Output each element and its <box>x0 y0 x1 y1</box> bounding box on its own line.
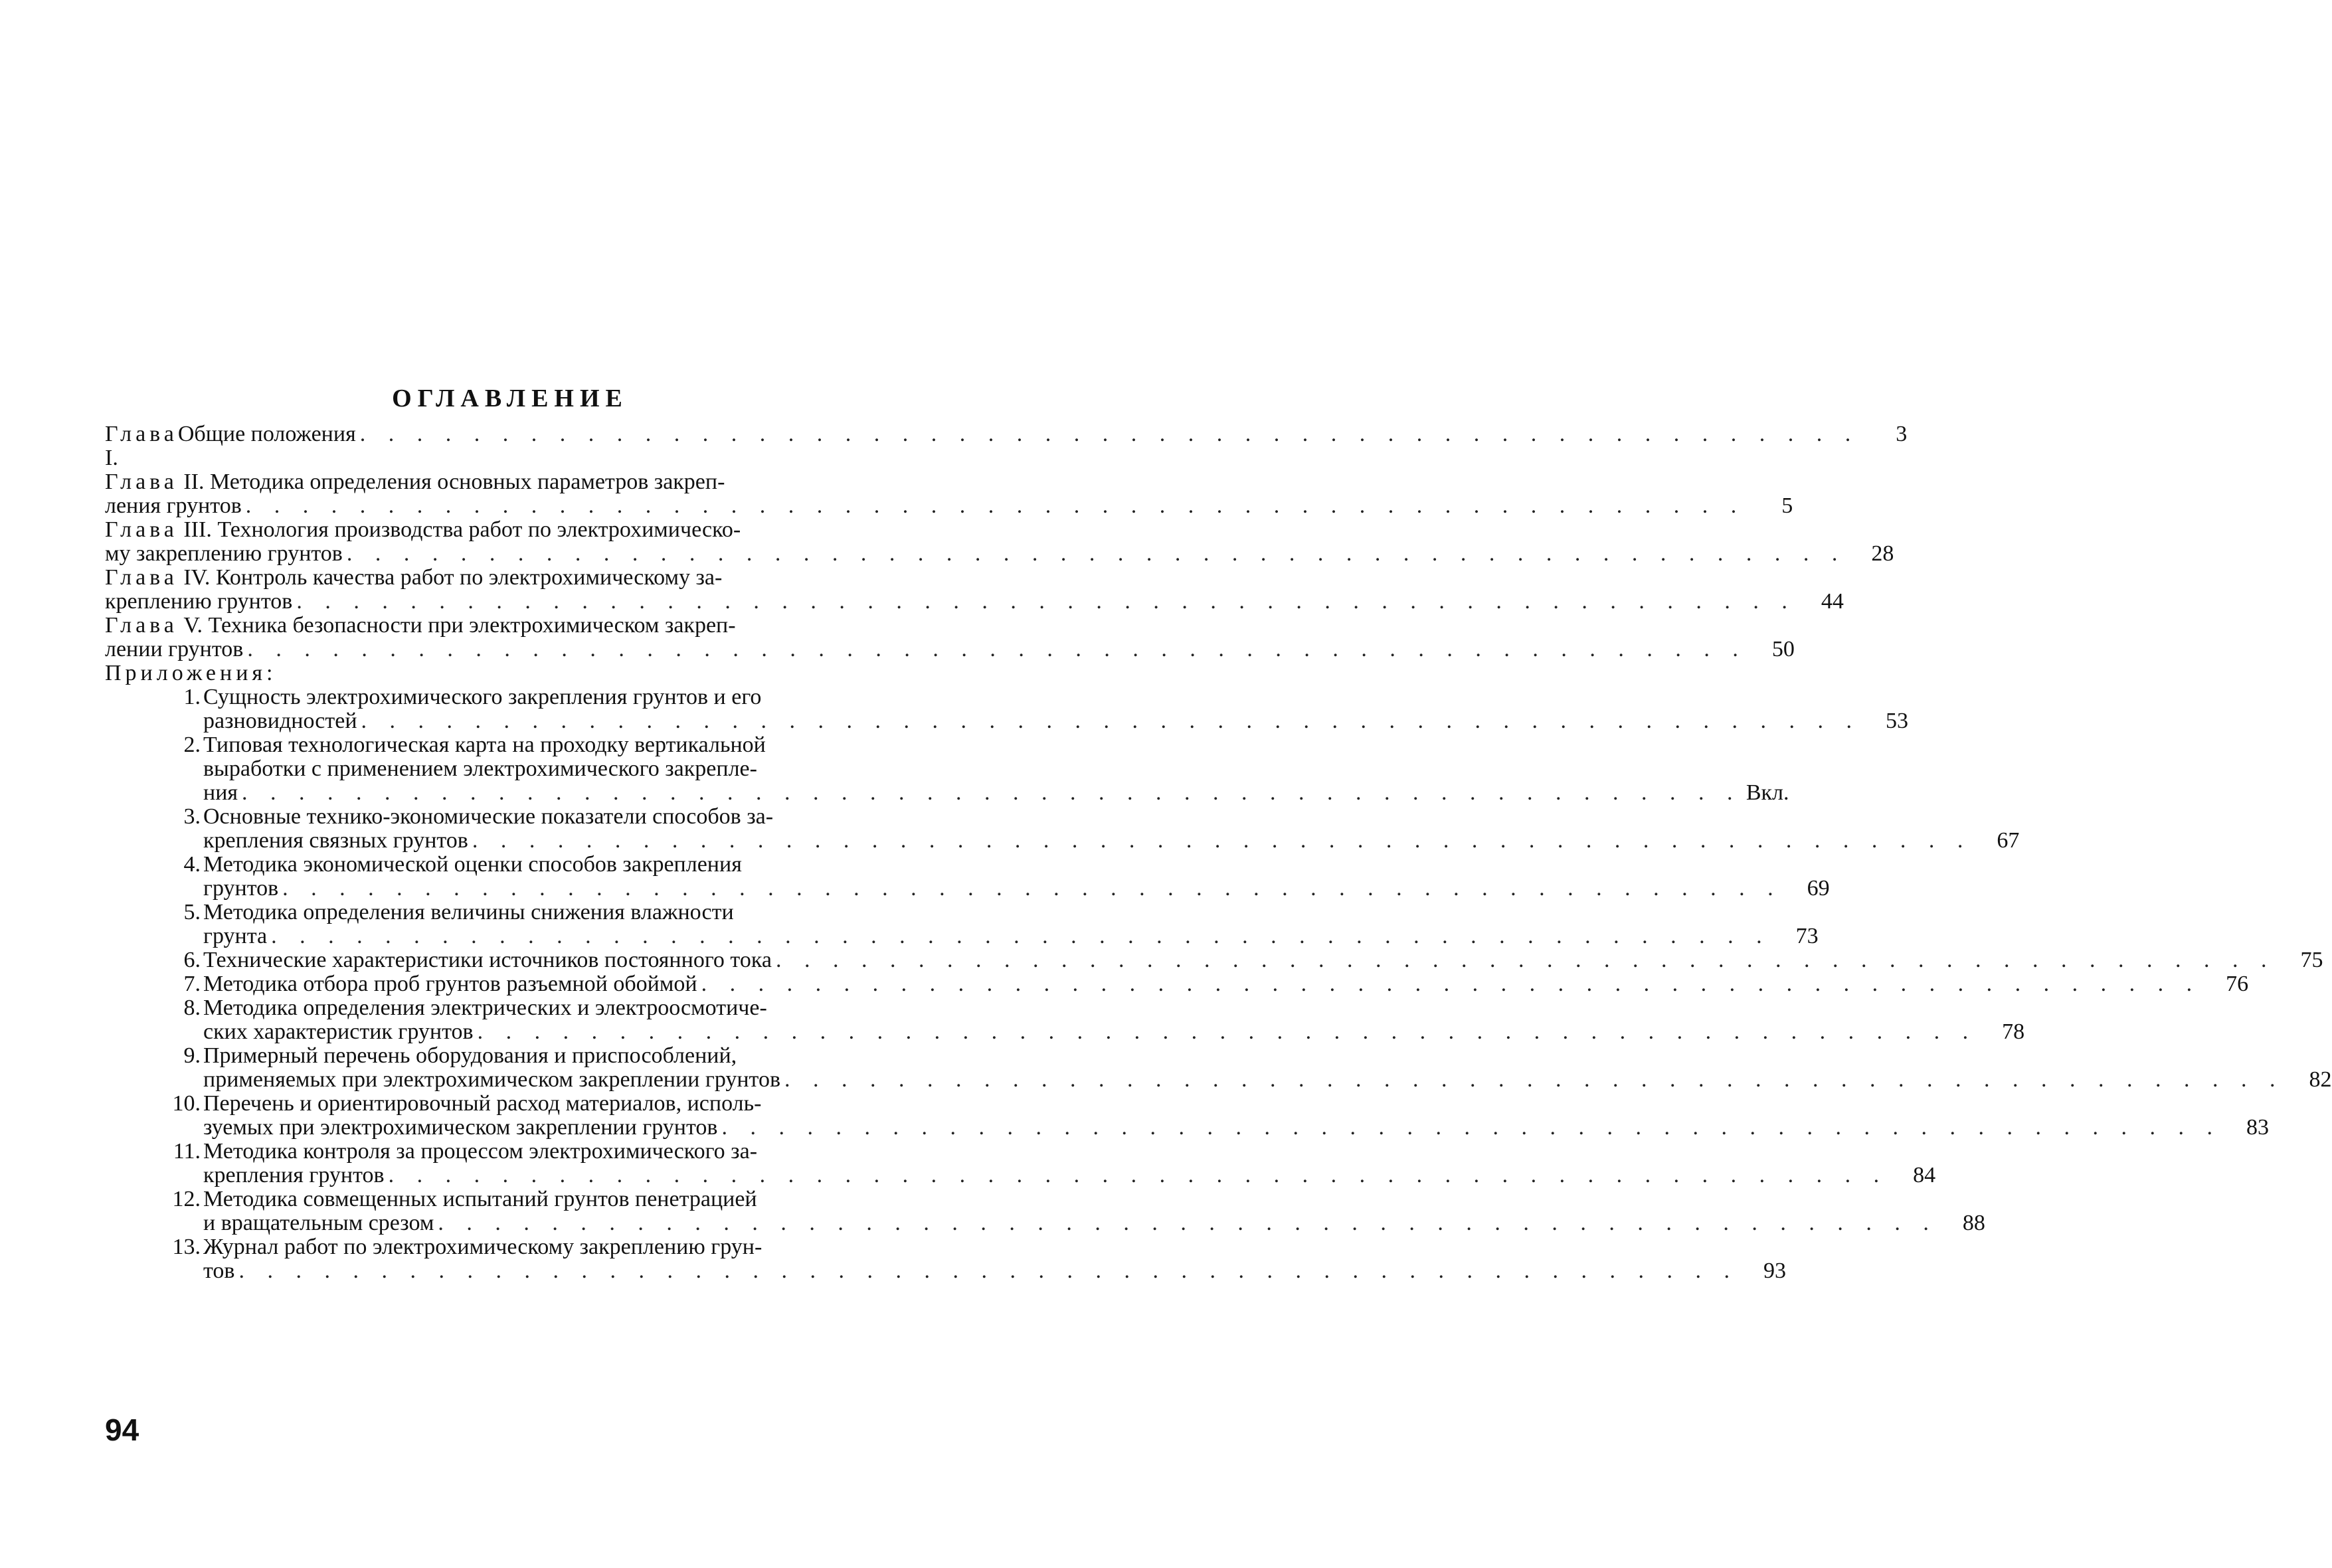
toc-appendix-entry <box>105 685 1909 733</box>
toc-entry-line: Перечень и ориентировочный расход материалов, исполь- <box>203 1091 762 1116</box>
toc-appendix-entry <box>105 804 2020 853</box>
toc-entry-line: Методика определения электрических и электроосмотиче- <box>203 996 767 1020</box>
toc-entry-text: и вращательным срезом <box>203 1211 434 1235</box>
toc-appendix-entry <box>105 948 2323 972</box>
toc-title: ОГЛАВЛЕНИЕ <box>392 385 628 412</box>
toc-entry-last-line <box>203 1115 2269 1140</box>
toc-page-ref: 69 <box>1807 876 1830 901</box>
toc-page-ref: 28 <box>1871 541 1894 566</box>
toc-appendix-entry <box>105 900 1819 948</box>
toc-entry-last-line <box>105 422 1908 470</box>
appendix-number: 9. <box>183 1043 201 1068</box>
toc-page-ref: 50 <box>1771 637 1795 661</box>
toc-entry-last-line <box>203 1019 2025 1044</box>
toc-appendix-entry <box>105 1091 2269 1140</box>
toc-entry-text: ния <box>203 780 238 805</box>
appendix-number: 11. <box>173 1139 201 1164</box>
toc-entry-text: Методика отбора проб грунтов разъемной обоймой <box>203 972 697 996</box>
toc-appendix-entry <box>105 1043 2332 1092</box>
toc-entry-text: Технические характеристики источников постоянного тока <box>203 948 772 972</box>
toc-entry-line: Методика совмещенных испытаний грунтов пенетрацией <box>203 1187 757 1211</box>
toc-entry-text: крепления грунтов <box>203 1163 385 1187</box>
toc-entry-last-line <box>203 876 1830 901</box>
appendix-number: 6. <box>183 948 201 972</box>
appendix-number: 2. <box>183 733 201 757</box>
toc-entry-last-line <box>203 1163 1936 1187</box>
toc-chapter-entry <box>105 517 1894 566</box>
toc-leader-dots: . . . . . . . . . . . . . . . . . . . . . . . . . . . . . . . . . . . . . . . . . . . . . . . . . . . . . <box>296 589 1796 614</box>
toc-page-ref: 5 <box>1781 493 1793 518</box>
toc-page-ref: 82 <box>2309 1067 2332 1092</box>
toc-entry-last-line <box>203 709 1909 733</box>
toc-appendix-entry <box>105 852 1830 901</box>
toc-entry-text: зуемых при электрохимическом закреплении грунтов <box>203 1115 718 1140</box>
toc-entry-last-line <box>203 948 2323 972</box>
toc-entry-last-line <box>203 1211 1985 1235</box>
toc-entry-last-line <box>203 1259 1786 1283</box>
toc-page-ref: 3 <box>1896 422 1908 446</box>
chapter-label: Глава <box>105 422 178 446</box>
toc-entry-line: выработки с применением электрохимического закрепле- <box>203 756 757 781</box>
chapter-label: Глава <box>105 470 178 494</box>
appendix-number: 10. <box>172 1091 201 1116</box>
toc-leader-dots: . . . . . . . . . . . . . . . . . . . . . . . . . . . . . . . . . . . . . . . . . . . . . . . . . . . . . <box>361 709 1861 733</box>
toc-leader-dots: . . . . . . . . . . . . . . . . . . . . . . . . . . . . . . . . . . . . . . . . . . . . . . . . . . . . . <box>245 493 1746 518</box>
toc-entry-text: лении грунтов <box>105 637 244 661</box>
toc-page-ref: 78 <box>2002 1019 2025 1044</box>
toc-entry-line: Методика экономической оценки способов закрепления <box>203 852 742 877</box>
toc-chapter-entry <box>105 565 1844 614</box>
toc-chapter-entry <box>105 422 1908 470</box>
toc-page-ref: 44 <box>1821 589 1844 614</box>
toc-appendix-entry <box>105 996 2025 1044</box>
toc-page-ref: 75 <box>2300 948 2323 972</box>
toc-leader-dots: . . . . . . . . . . . . . . . . . . . . . . . . . . . . . . . . . . . . . . . . . . . . . . . . . . . . . <box>282 876 1782 901</box>
toc-leader-dots: . . . . . . . . . . . . . . . . . . . . . . . . . . . . . . . . . . . . . . . . . . . . . . . . . . . . . <box>472 828 1972 853</box>
toc-chapter-entry <box>105 613 1795 661</box>
appendix-number: 4. <box>183 852 201 877</box>
page-number: 94 <box>105 1413 139 1447</box>
toc-entry-last-line <box>203 828 2020 853</box>
toc-entry-line <box>105 614 923 638</box>
toc-entry-line: Примерный перечень оборудования и приспособлений, <box>203 1043 737 1068</box>
toc-appendix-entry <box>105 1139 1936 1187</box>
toc-leader-dots: . . . . . . . . . . . . . . . . . . . . . . . . . . . . . . . . . . . . . . . . . . . . . . . . . . . . . <box>359 422 1860 446</box>
chapter-numeral: III. <box>183 517 212 542</box>
toc-entry-text: применяемых при электрохимическом закреплении грунтов <box>203 1067 781 1092</box>
toc-entry-last-line <box>105 493 1793 518</box>
toc-entry-text: разновидностей <box>203 709 357 733</box>
toc-entry-text: му закреплению грунтов <box>105 541 343 566</box>
toc-leader-dots: . . . . . . . . . . . . . . . . . . . . . . . . . . . . . . . . . . . . . . . . . . . . . . . . . . . . . <box>388 1163 1888 1187</box>
appendix-number: 8. <box>183 996 201 1020</box>
toc-entry-last-line <box>203 1067 2332 1092</box>
toc-leader-dots: . . . . . . . . . . . . . . . . . . . . . . . . . . . . . . . . . . . . . . . . . . . . . . . . . . . . . <box>721 1115 2221 1140</box>
toc-page-ref: 93 <box>1763 1259 1786 1283</box>
toc-leader-dots: . . . . . . . . . . . . . . . . . . . . . . . . . . . . . . . . . . . . . . . . . . . . . . . . . . . . . <box>701 972 2201 996</box>
toc-entry-text: крепления связных грунтов <box>203 828 468 853</box>
toc-entry-text: Контроль качества работ по электрохимическому за- <box>215 565 723 590</box>
toc-entry-line: Типовая технологическая карта на проходку вертикальной <box>203 733 766 757</box>
toc-entry-line: Сущность электрохимического закрепления грунтов и его <box>203 685 762 709</box>
toc-appendix-entry <box>105 1187 1985 1235</box>
toc-leader-dots: . . . . . . . . . . . . . . . . . . . . . . . . . . . . . . . . . . . . . . . . . . . . . . . . . . . . . <box>477 1019 1977 1044</box>
toc-entry-line: Методика определения величины снижения влажности <box>203 900 734 924</box>
toc-entry-last-line <box>203 924 1819 948</box>
toc-entry-line: Журнал работ по электрохимическому закреплению грун- <box>203 1235 762 1259</box>
toc-entry-line: Методика контроля за процессом электрохимического за- <box>203 1139 758 1164</box>
toc-page-ref: 83 <box>2246 1115 2269 1140</box>
toc-leader-dots: . . . . . . . . . . . . . . . . . . . . . . . . . . . . . . . . . . . . . . . . . . . . . . . . . . . . . <box>775 948 2276 972</box>
toc-entry-text: грунта <box>203 924 268 948</box>
toc-leader-dots: . . . . . . . . . . . . . . . . . . . . . . . . . . . . . . . . . . . . . . . . . . . . . . . . . . . . . <box>247 637 1747 661</box>
toc-entry-line: Основные технико-экономические показатели способов за- <box>203 804 774 829</box>
toc-entry-last-line <box>203 972 2249 996</box>
appendix-number: 1. <box>183 685 201 709</box>
chapter-numeral: V. <box>183 613 203 638</box>
toc-entry-text: ских характеристик грунтов <box>203 1019 474 1044</box>
toc-page-ref: 67 <box>1997 828 2020 853</box>
toc-appendix-entry <box>105 972 2249 996</box>
appendix-number: 13. <box>172 1235 201 1259</box>
toc-entry-text: Технология производства работ по электрохимическо- <box>217 517 741 542</box>
toc-entry-last-line <box>105 637 1795 661</box>
toc-page-ref: 84 <box>1913 1163 1936 1187</box>
toc-page-ref: Вкл. <box>1746 780 1789 805</box>
chapter-label: Глава <box>105 613 178 638</box>
toc-entry-last-line <box>203 780 1789 805</box>
toc-entry-last-line <box>105 541 1894 566</box>
toc-entry-line <box>105 518 923 542</box>
chapter-label: Глава <box>105 517 178 542</box>
toc-page-ref: 53 <box>1886 709 1909 733</box>
chapter-numeral: I. <box>105 446 118 470</box>
toc-entry-text: Общие положения <box>177 422 356 446</box>
toc-page-ref: 73 <box>1795 924 1819 948</box>
toc-leader-dots: . . . . . . . . . . . . . . . . . . . . . . . . . . . . . . . . . . . . . . . . . . . . . . . . . . . . . <box>438 1211 1937 1235</box>
toc-entry-text: грунтов <box>203 876 279 901</box>
toc-page-ref: 76 <box>2226 972 2249 996</box>
toc-leader-dots: . . . . . . . . . . . . . . . . . . . . . . . . . . . . . . . . . . . . . . . . . . . . . . . . . . . . . <box>238 1259 1738 1283</box>
toc-entry-text: Техника безопасности при электрохимическом закреп- <box>208 613 736 638</box>
appendix-number: 3. <box>183 804 201 829</box>
toc-entry-text: Методика определения основных параметров закреп- <box>210 470 725 494</box>
toc-entry-text: креплению грунтов <box>105 589 293 614</box>
chapter-label: Глава <box>105 565 178 590</box>
toc-entry-text: ления грунтов <box>105 493 242 518</box>
toc-leader-dots: . . . . . . . . . . . . . . . . . . . . . . . . . . . . . . . . . . . . . . . . . . . . . . . . . . . . . <box>271 924 1771 948</box>
chapter-numeral: IV. <box>183 565 211 590</box>
toc-leader-dots: . . . . . . . . . . . . . . . . . . . . . . . . . . . . . . . . . . . . . . . . . . . . . . . . . . . . . <box>242 780 1742 805</box>
appendix-number: 12. <box>172 1187 201 1211</box>
table-of-contents <box>105 422 2332 1283</box>
appendix-number: 7. <box>183 972 201 996</box>
toc-page-ref: 88 <box>1962 1211 1985 1235</box>
toc-appendix-entry <box>105 1235 1786 1283</box>
toc-entry-text: тов <box>203 1259 235 1283</box>
toc-leader-dots: . . . . . . . . . . . . . . . . . . . . . . . . . . . . . . . . . . . . . . . . . . . . . . . . . . . . . <box>784 1067 2284 1092</box>
toc-leader-dots: . . . . . . . . . . . . . . . . . . . . . . . . . . . . . . . . . . . . . . . . . . . . . . . . . . . . . <box>346 541 1846 566</box>
chapter-numeral: II. <box>183 470 205 494</box>
appendix-heading: Приложения: <box>105 661 277 685</box>
toc-entry-line <box>105 470 923 494</box>
appendix-number: 5. <box>183 900 201 924</box>
toc-entry-line <box>105 566 923 590</box>
toc-appendix-entry <box>105 733 1789 805</box>
toc-entry-last-line <box>105 589 1844 614</box>
toc-chapter-entry <box>105 470 1793 518</box>
